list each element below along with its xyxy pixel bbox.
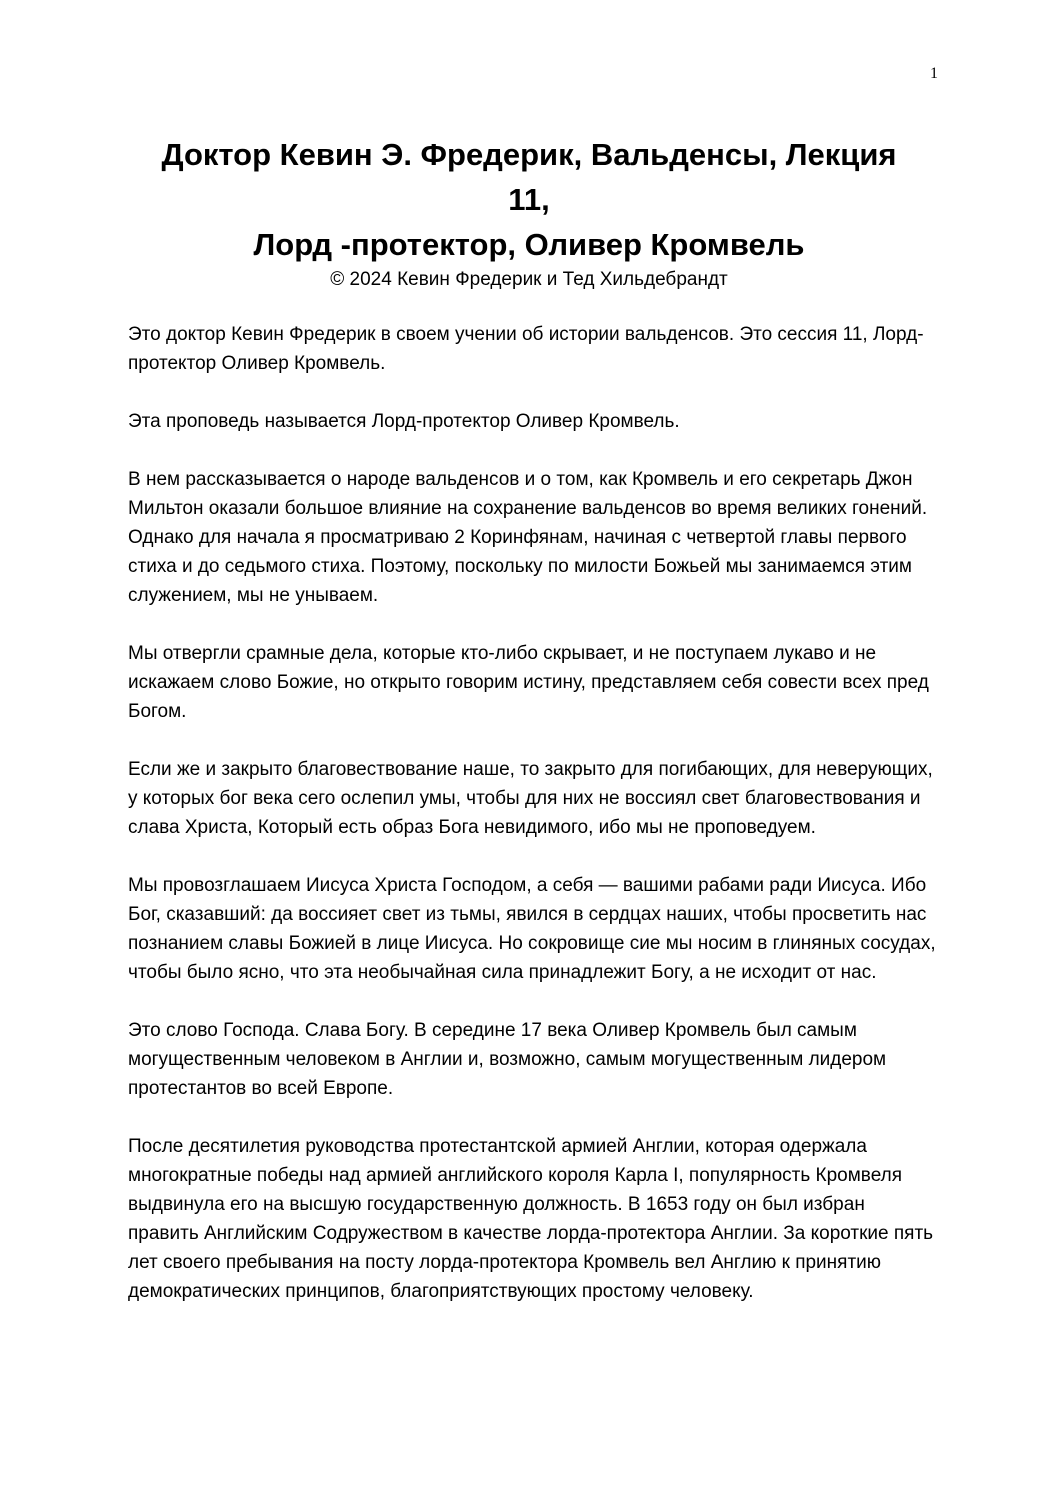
document-body: [128, 320, 940, 1335]
paragraph-1: Это доктор Кевин Фредерик в своем учении об истории вальденсов. Это сессия 11, Лорд-протектор Оливер Кромвель.: [128, 324, 924, 374]
title-line-3: Лорд -протектор, Оливер Кромвель: [253, 227, 805, 262]
paragraph-8: После десятилетия руководства протестантской армией Англии, которая одержала многократные победы над армией английского короля Карла I, популярность Кромвеля выдвинула его на высшую государственную должность. В 1653 году он был избран править Английским Содружеством в качестве лорда-протектора Англии. За короткие пять лет своего пребывания на посту лорда-протектора Кромвель вел Англию к принятию демократических принципов, благоприятствующих простому человеку.: [128, 1136, 934, 1302]
paragraph-3: В нем рассказывается о народе вальденсов и о том, как Кромвель и его секретарь Джон Мильтон оказали большое влияние на сохранение вальденсов во время великих гонений. Однако для начала я просматриваю 2 Коринфянам, начиная с четвертой главы первого стиха и до седьмого стиха. Поэтому, поскольку по милости Божьей мы занимаемся этим служением, мы не унываем.: [128, 469, 928, 606]
paragraph-7: Это слово Господа. Слава Богу. В середине 17 века Оливер Кромвель был самым могущественным человеком в Англии и, возможно, самым могущественным лидером протестантов во всей Европе.: [128, 1020, 887, 1099]
document-header: [100, 132, 958, 293]
paragraph-6: Мы провозглашаем Иисуса Христа Господом, а себя — вашими рабами ради Иисуса. Ибо Бог, сказавший: да воссияет свет из тьмы, явился в сердцах наших, чтобы просветить нас познанием славы Божией в лице Иисуса. Но сокровище сие мы носим в глиняных сосудах, чтобы было ясно, что эта необычайная сила принадлежит Богу, а не исходит от нас.: [128, 875, 936, 983]
paragraph-5: Если же и закрыто благовествование наше, то закрыто для погибающих, для неверующих, у которых бог века сего ослепил умы, чтобы для них не воссиял свет благовествования и слава Христа, Который есть образ Бога невидимого, ибо мы не проповедуем.: [128, 759, 933, 838]
page-number: 1: [930, 65, 938, 82]
paragraph-4: Мы отвергли срамные дела, которые кто-либо скрывает, и не поступаем лукаво и не искажаем слово Божие, но открыто говорим истину, представляем себя совести всех пред Богом.: [128, 643, 929, 722]
title-line-1: Доктор Кевин Э. Фредерик, Вальденсы, Лекция: [161, 137, 897, 172]
title-line-2: 11,: [508, 182, 550, 217]
document-title: [100, 132, 958, 267]
paragraph-2: Эта проповедь называется Лорд-протектор Оливер Кромвель.: [128, 411, 680, 432]
copyright-notice: © 2024 Кевин Фредерик и Тед Хильдебрандт: [330, 269, 728, 290]
